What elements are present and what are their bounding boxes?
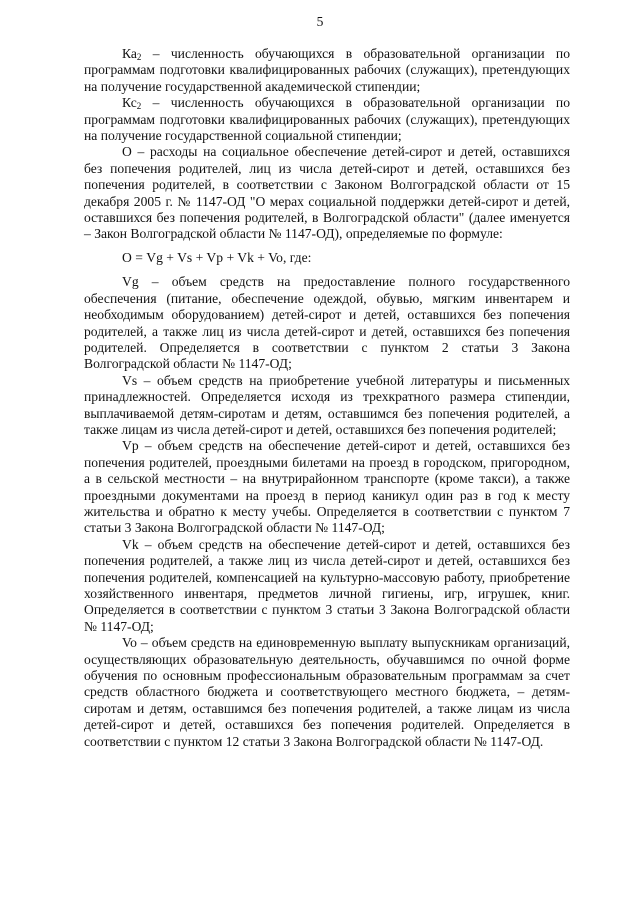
paragraph-kc2 <box>84 95 570 144</box>
paragraph-kc2-text: – численность обучающихся в образовательной организации по программам подготовки квалифицированных рабочих (служащих), претендующих на получение государственной социальной стипендии; <box>84 95 570 144</box>
definition-vk <box>84 537 570 635</box>
paragraph-o <box>84 144 570 242</box>
definition-vp <box>84 438 570 536</box>
paragraph-o-text: – расходы на социальное обеспечение детей-сирот и детей, оставшихся без попечения родителей, лиц из числа детей-сирот и детей, оставшихся без попечения родителей, в соответствии с Законом Волгоградской области от 15 декабря 2005 г. № 1147-ОД "О мерах социальной поддержки детей-сирот и детей, оставшихся без попечения родителей, в Волгоградской области" (далее именуется – Закон Волгоградской области № 1147-ОД), определяемые по формуле: <box>84 144 570 242</box>
symbol-kc: Кс <box>122 95 137 111</box>
symbol-ka-subscript: 2 <box>136 52 142 62</box>
symbol-vo: Vo <box>122 635 137 651</box>
symbol-kc-subscript: 2 <box>136 101 142 112</box>
definition-vo <box>84 635 570 750</box>
paragraph-ka2-text: – численность обучающихся в образовательной организации по программам подготовки квалифицированных рабочих (служащих), претендующих на получение государственной академической стипендии; <box>84 46 570 94</box>
definition-vg-text: – объем средств на предоставление полного государственного обеспечения (питание, обеспечение одеждой, обувью, мягким инвентарем и необходимым оборудованием) детей-сирот и детей, оставшихся без попечения родителей, а также лиц из числа детей-сирот и детей, оставшихся без попечения родителей. Определяется в соответствии с пунктом 2 статьи 3 Закона Волгоградской области № 1147-ОД; <box>84 274 570 372</box>
formula: О = Vg + Vs + Vp + Vk + Vo, где: <box>122 249 312 265</box>
definition-vg <box>84 274 570 372</box>
definition-vs <box>84 373 570 439</box>
document-body <box>84 46 570 750</box>
symbol-vs: Vs <box>122 372 138 388</box>
definition-vp-text: – объем средств на обеспечение детей-сирот и детей, оставшихся без попечения родителей, проездными билетами на проезд в городском, пригородном, а в сельской местности – на внутрирайонном транспорте (кроме такси), а также проездными документами на проезд в период каникул один раз в год к месту жительства и обратно к месту учебы. Определяется в соответствии с пунктом 7 статьи 3 Закона Волгоградской области № 1147-ОД; <box>84 438 570 536</box>
paragraph-ka2 <box>84 46 570 95</box>
symbol-vg: Vg <box>122 274 139 290</box>
definition-vo-text: – объем средств на единовременную выплату выпускникам организаций, осуществляющих образовательную деятельность, обучавшимся по очной форме обучения по основным профессиональным образовательным программам за счет средств областного бюджета и соответствующего местного бюджета, – детям-сиротам и детям, оставшимся без попечения родителей, а также лицам из числа детей-сирот и детей, оставшихся без попечения родителей. Определяется в соответствии с пунктом 12 статьи 3 Закона Волгоградской области № 1147-ОД. <box>84 635 570 749</box>
symbol-o: О <box>122 144 132 160</box>
symbol-ka: Ка <box>122 46 137 61</box>
symbol-vk: Vk <box>122 536 139 552</box>
symbol-vp: Vp <box>122 438 139 454</box>
page-number: 5 <box>316 14 324 29</box>
definition-vk-text: – объем средств на обеспечение детей-сирот и детей, оставшихся без попечения родителей, а также лиц из числа детей-сирот и детей, оставшихся без попечения родителей, компенсацией на культурно-массовую работу, приобретение хозяйственного инвентаря, предметов личной гигиены, игр, игрушек, книг. Определяется в соответствии с пунктом 3 статьи 3 Закона Волгоградской области № 1147-ОД; <box>84 536 570 634</box>
definition-vs-text: – объем средств на приобретение учебной литературы и письменных принадлежностей. Определяется исходя из трехкратного размера стипендии, выплачиваемой детям-сиротам и детям, оставшимся без попечения родителей, а также лицам из числа детей-сирот и детей, оставшихся без попечения родителей; <box>84 372 570 437</box>
